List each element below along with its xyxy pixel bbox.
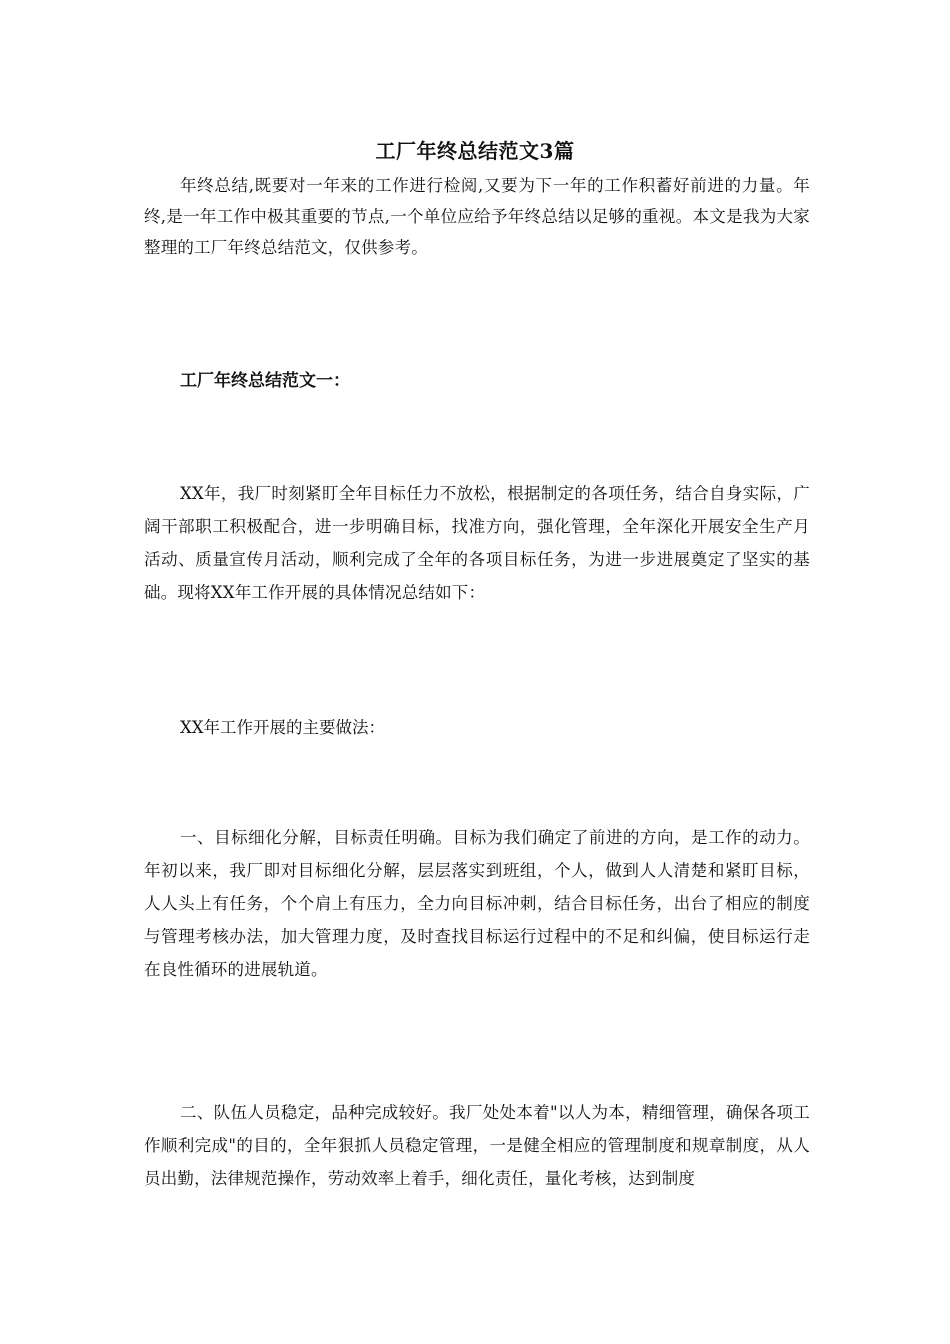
section-heading: 工厂年终总结范文一： xyxy=(180,371,350,391)
body-paragraph-3: 二、队伍人员稳定，品种完成较好。我厂处处本着"以人为本，精细管理，确保各项工作顺利完成"的目的，全年狠抓人员稳定管理，一是健全相应的管理制度和规章制度，从人员出勤，法律规范操作，劳动效率上着手，细化责任，量化考核，达到制度 xyxy=(144,1103,810,1188)
subheading: XX年工作开展的主要做法： xyxy=(180,718,385,737)
body-paragraph-1: XX年，我厂时刻紧盯全年目标任力不放松，根据制定的各项任务，结合自身实际，广阔干部职工积极配合，进一步明确目标，找准方向，强化管理，全年深化开展安全生产月活动、质量宣传月活动，顺利完成了全年的各项目标任务，为进一步进展奠定了坚实的基础。现将XX年工作开展的具体情况总结如下： xyxy=(144,484,810,602)
document-title: 工厂年终总结范文3篇 xyxy=(375,139,575,164)
intro-paragraph: 年终总结,既要对一年来的工作进行检阅,又要为下一年的工作积蓄好前进的力量。年终,是一年工作中极其重要的节点,一个单位应给予年终总结以足够的重视。本文是我为大家整理的工厂年终总结范文，仅供参考。 xyxy=(144,176,810,257)
body-paragraph-2: 一、目标细化分解，目标责任明确。目标为我们确定了前进的方向，是工作的动力。年初以来，我厂即对目标细化分解，层层落实到班组，个人，做到人人清楚和紧盯目标，人人头上有任务，个个肩上有压力，全力向目标冲刺，结合目标任务，出台了相应的制度与管理考核办法，加大管理力度，及时查找目标运行过程中的不足和纠偏，使目标运行走在良性循环的进展轨道。 xyxy=(144,828,810,979)
